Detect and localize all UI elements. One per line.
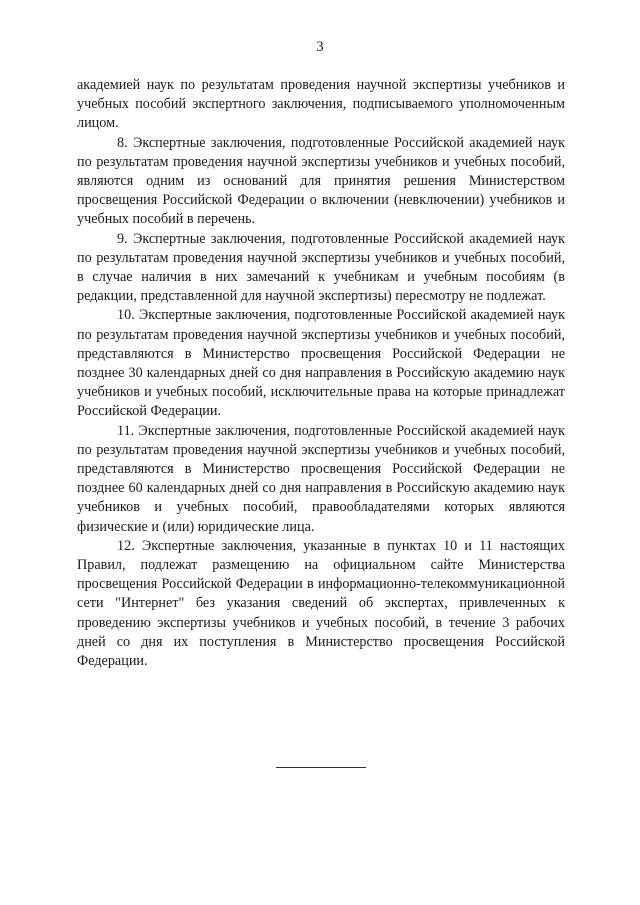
end-of-document-rule bbox=[276, 767, 366, 768]
paragraph-8: 8. Экспертные заключения, подготовленные Российской академией наук по результатам проведения научной экспертизы учебников и учебных пособий, являются одним из оснований для принятия решения Министерством просвещения Российской Федерации о включении (невключении) учебников и учебных пособий в перечень. bbox=[77, 134, 565, 228]
paragraph-12: 12. Экспертные заключения, указанные в пунктах 10 и 11 настоящих Правил, подлежат размещению на официальном сайте Министерства просвещения Российской Федерации в информационно-телекоммуникационной сети "Интернет" без указания сведений об экспертах, привлеченных к проведению экспертизы учебников и учебных пособий, в течение 3 рабочих дней со дня их поступления в Министерство просвещения Российской Федерации. bbox=[77, 537, 565, 670]
paragraph-10: 10. Экспертные заключения, подготовленные Российской академией наук по результатам проведения научной экспертизы учебников и учебных пособий, представляются в Министерство просвещения Российской Федерации не позднее 30 календарных дней со дня направления в Российскую академию наук учебников и учебных пособий, исключительные права на которые принадлежат Российской Федерации. bbox=[77, 307, 565, 420]
page-number: 3 bbox=[316, 39, 324, 55]
paragraph-continuation: академией наук по результатам проведения научной экспертизы учебников и учебных пособий экспертного заключения, подписываемого уполномоченным лицом. bbox=[77, 77, 565, 132]
paragraph-9: 9. Экспертные заключения, подготовленные Российской академией наук по результатам проведения научной экспертизы учебников и учебных пособий, в случае наличия в них замечаний к учебникам и учебным пособиям (в редакции, представленной для научной экспертизы) пересмотру не подлежат. bbox=[77, 230, 565, 305]
document-body bbox=[77, 76, 565, 671]
paragraph-11: 11. Экспертные заключения, подготовленные Российской академией наук по результатам проведения научной экспертизы учебников и учебных пособий, представляются в Министерство просвещения Российской Федерации не позднее 60 календарных дней со дня направления в Российскую академию наук учебников и учебных пособий, правообладателями которых являются физические и (или) юридические лица. bbox=[77, 422, 565, 535]
